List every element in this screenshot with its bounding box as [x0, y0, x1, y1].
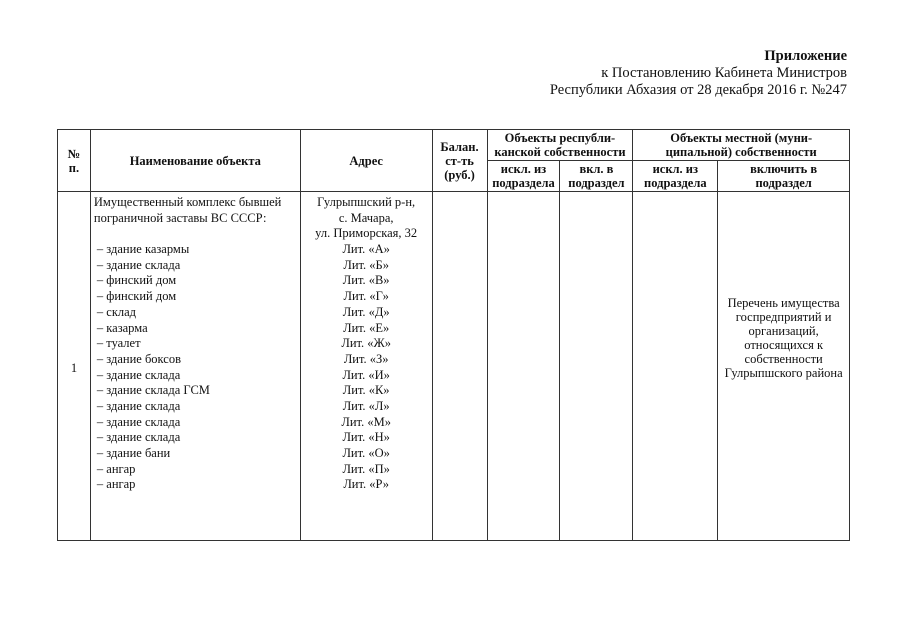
object-name-line: – ангар	[96, 461, 136, 476]
object-name-line: – здание склада	[96, 414, 181, 429]
object-name-line: – здание бани	[96, 446, 171, 460]
address-line: Лит. «Е»	[343, 320, 390, 335]
address-line: ул. Приморская, 32	[315, 226, 418, 241]
col-local: Объекты местной (муни- ципальной) собственности	[633, 130, 850, 161]
address-line: Лит. «М»	[341, 414, 391, 429]
address-line: Лит. «Н»	[342, 430, 390, 445]
object-name-line: – здание склада ГСМ	[96, 383, 210, 398]
appendix-line1: к Постановлению Кабинета Министров	[601, 65, 847, 81]
object-name-line: – финский дом	[96, 289, 177, 304]
address-line: Гулрыпшский р-н,	[317, 195, 416, 209]
col-rep-excl: искл. из подраздела	[487, 161, 560, 192]
address-line: Лит. «Л»	[342, 398, 390, 413]
object-name-line: пограничной заставы ВС СССР:	[93, 210, 267, 225]
appendix-line2: Республики Абхазия от 28 декабря 2016 г. №247	[549, 82, 847, 98]
address-line: с. Мачара,	[338, 210, 394, 225]
col-rep-incl: вкл. в подраздел	[560, 161, 633, 192]
address-line: Лит. «К»	[342, 383, 390, 398]
address-line: Лит. «П»	[342, 461, 390, 476]
table-row	[58, 192, 850, 541]
address-line: Лит. «О»	[342, 446, 390, 460]
loc-incl-cell: Перечень имущества госпредприятий и организаций, относящихся к собственности Гулрыпшского района	[718, 192, 850, 541]
balance-cell	[432, 192, 487, 541]
property-table	[57, 129, 850, 541]
object-name-line: – здание казармы	[96, 242, 190, 257]
object-name-line: – здание склада	[96, 367, 181, 382]
object-name-line: – ангар	[96, 477, 136, 492]
row-num: 1	[58, 192, 91, 541]
col-balance: Балан. ст-ть (руб.)	[432, 130, 487, 192]
col-loc-excl: искл. из подраздела	[633, 161, 718, 192]
address-line: Лит. «Г»	[343, 289, 389, 304]
object-name-line: – здание склада	[96, 398, 181, 413]
address-line: Лит. «Д»	[342, 304, 390, 319]
col-loc-incl: включить в подраздел	[718, 161, 850, 192]
col-num: № п.	[58, 130, 91, 192]
col-republic: Объекты республи- канской собственности	[487, 130, 633, 161]
object-name-line	[94, 226, 297, 242]
address-cell	[300, 192, 432, 541]
address-line: Лит. «З»	[343, 351, 389, 366]
address-line: Лит. «А»	[342, 242, 390, 257]
address-line: Лит. «В»	[342, 273, 390, 288]
rep-excl-cell	[487, 192, 560, 541]
object-name-line: – туалет	[96, 336, 141, 351]
address-line: Лит. «И»	[342, 367, 390, 382]
address-line: Лит. «Б»	[343, 257, 389, 272]
object-name-line: – здание склада	[96, 257, 181, 272]
object-name-line: – здание боксов	[96, 351, 182, 366]
address-line: Лит. «Ж»	[341, 336, 391, 351]
appendix-title: Приложение	[764, 48, 847, 64]
object-name-line: – здание склада	[96, 430, 181, 445]
col-address: Адрес	[300, 130, 432, 192]
loc-excl-cell	[633, 192, 718, 541]
rep-incl-cell	[560, 192, 633, 541]
object-name-cell	[90, 192, 300, 541]
col-name: Наименование объекта	[90, 130, 300, 192]
object-name-line: Имущественный комплекс бывшей	[93, 195, 282, 209]
object-name-line: – казарма	[96, 320, 148, 335]
appendix-header	[550, 48, 847, 99]
address-line: Лит. «Р»	[343, 477, 390, 492]
object-name-line: – склад	[96, 304, 137, 319]
object-name-line: – финский дом	[96, 273, 177, 288]
